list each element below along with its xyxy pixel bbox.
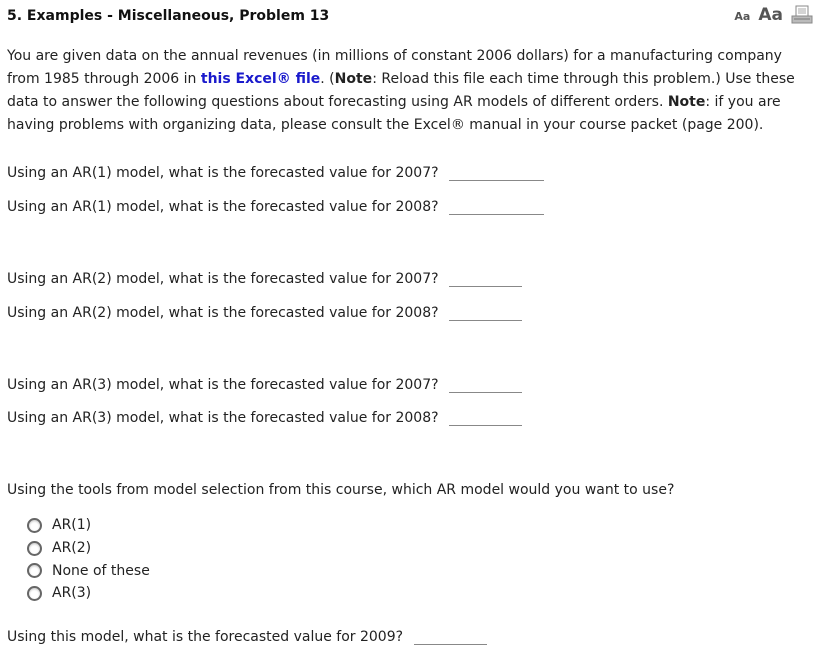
intro-text: : if you are having problems with organizing data, please consult the Excel® manual in your course packet (page 200). bbox=[7, 94, 781, 133]
option-ar1[interactable] bbox=[27, 514, 150, 537]
intro-text: . ( bbox=[320, 71, 335, 87]
option-label: None of these bbox=[52, 562, 150, 579]
answer-input-2009[interactable] bbox=[414, 630, 487, 645]
question-text: Using an AR(2) model, what is the forecasted value for 2007? bbox=[7, 271, 439, 287]
answer-input-ar2-2007[interactable] bbox=[449, 272, 522, 287]
question-text: Using an AR(3) model, what is the forecasted value for 2008? bbox=[7, 410, 439, 426]
question-ar1-2007 bbox=[7, 165, 544, 181]
print-icon[interactable] bbox=[791, 5, 813, 25]
note-label: Note bbox=[667, 94, 706, 110]
option-ar3[interactable] bbox=[27, 582, 150, 605]
intro-text: : Reload this file each time through this problem.) Use these data to answer the following questions about forecasting using AR models of different orders. bbox=[7, 71, 795, 110]
question-ar2-2008 bbox=[7, 305, 522, 321]
option-label: AR(2) bbox=[52, 540, 92, 557]
excel-file-link[interactable]: this Excel® file bbox=[200, 71, 321, 87]
option-label: AR(3) bbox=[52, 585, 92, 602]
question-text: Using an AR(3) model, what is the forecasted value for 2007? bbox=[7, 377, 439, 393]
question-ar3-2008 bbox=[7, 410, 522, 426]
answer-input-ar2-2008[interactable] bbox=[449, 306, 522, 321]
intro-text: You are given data on the annual revenues (in millions of constant 2006 dollars) for a manufacturing company from 1985 through 2006 in bbox=[7, 48, 782, 87]
model-options bbox=[27, 514, 150, 605]
option-label: AR(1) bbox=[52, 517, 92, 534]
radio-ar2[interactable] bbox=[27, 541, 42, 556]
increase-font-button[interactable]: Aa bbox=[758, 5, 783, 25]
problem-header bbox=[7, 5, 813, 28]
question-text: Using an AR(1) model, what is the forecasted value for 2007? bbox=[7, 165, 439, 181]
problem-title: 5. Examples - Miscellaneous, Problem 13 bbox=[7, 8, 330, 24]
question-ar3-2007 bbox=[7, 377, 522, 393]
question-text: Using the tools from model selection from this course, which AR model would you want to use? bbox=[7, 482, 675, 498]
problem-intro bbox=[7, 45, 812, 137]
note-label: Note bbox=[334, 71, 373, 87]
decrease-font-button[interactable]: Aa bbox=[734, 10, 751, 23]
answer-input-ar3-2007[interactable] bbox=[449, 378, 522, 393]
question-forecast-2009 bbox=[7, 629, 487, 645]
question-ar1-2008 bbox=[7, 199, 544, 215]
question-ar2-2007 bbox=[7, 271, 522, 287]
answer-input-ar1-2007[interactable] bbox=[449, 166, 544, 181]
option-ar2[interactable] bbox=[27, 537, 150, 560]
radio-none[interactable] bbox=[27, 563, 42, 578]
question-text: Using this model, what is the forecasted value for 2009? bbox=[7, 629, 404, 645]
header-tools bbox=[734, 5, 813, 25]
question-model-choice bbox=[7, 482, 674, 498]
question-text: Using an AR(2) model, what is the forecasted value for 2008? bbox=[7, 305, 439, 321]
answer-input-ar1-2008[interactable] bbox=[449, 200, 544, 215]
option-none[interactable] bbox=[27, 559, 150, 582]
radio-ar3[interactable] bbox=[27, 586, 42, 601]
answer-input-ar3-2008[interactable] bbox=[449, 411, 522, 426]
question-text: Using an AR(1) model, what is the forecasted value for 2008? bbox=[7, 199, 439, 215]
radio-ar1[interactable] bbox=[27, 518, 42, 533]
